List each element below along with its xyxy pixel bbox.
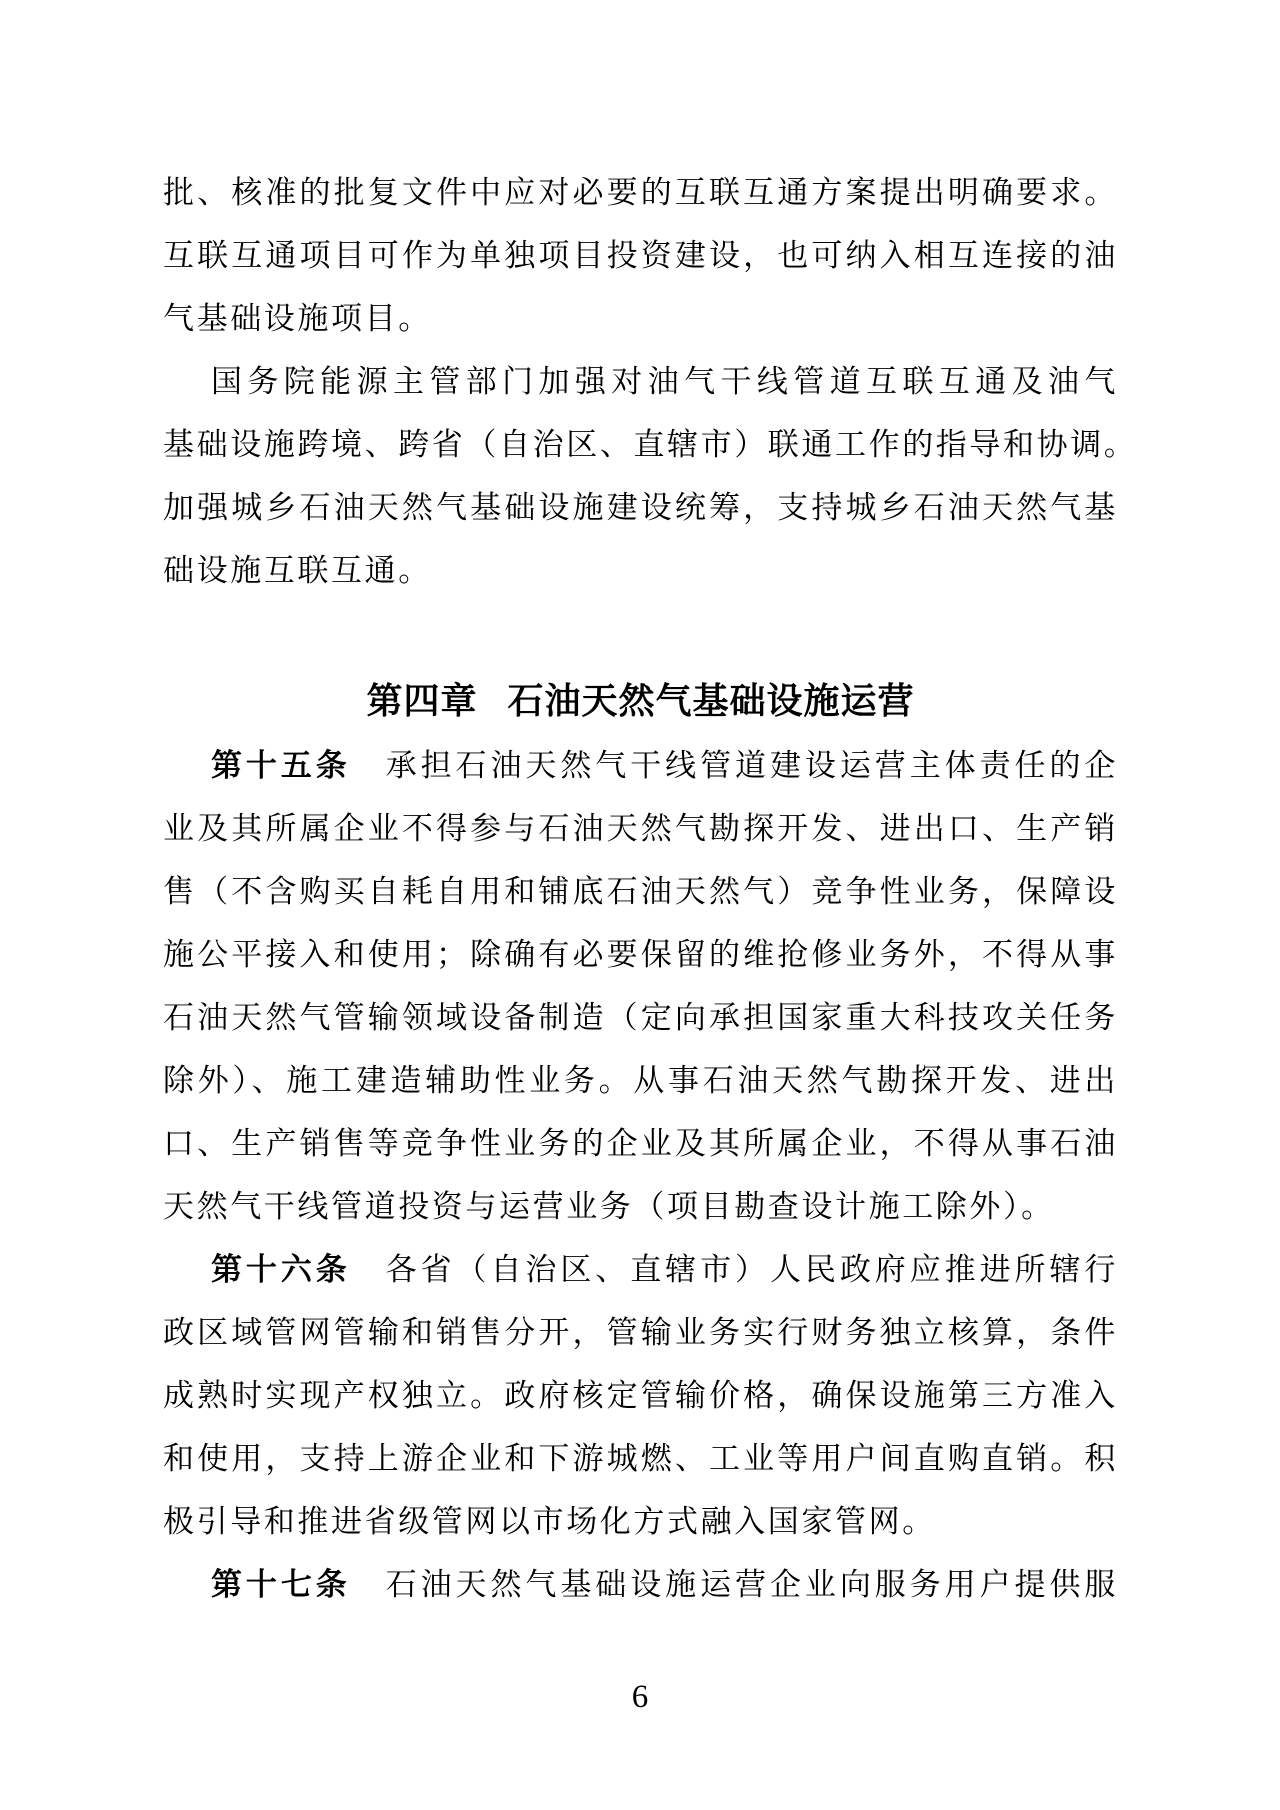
text-line (163, 1553, 1118, 1616)
chapter-number: 第四章 (366, 680, 478, 721)
line-text: 天然气干线管道投资与运营业务（项目勘查设计施工除外）。 (163, 1189, 1055, 1224)
line-text: 石油天然气管输领域设备制造（定向承担国家重大科技攻关任务 (163, 1000, 1118, 1035)
line-text: 批、核准的批复文件中应对必要的互联互通方案提出明确要求。 (163, 175, 1118, 210)
line-text: 和使用，支持上游企业和下游城燃、工业等用户间直购直销。积 (163, 1441, 1118, 1476)
text-line (163, 161, 1118, 224)
line-text: 加强城乡石油天然气基础设施建设统筹，支持城乡石油天然气基 (163, 490, 1118, 525)
line-text: 极引导和推进省级管网以市场化方式融入国家管网。 (163, 1504, 936, 1539)
text-line (163, 797, 1118, 860)
line-text: 施公平接入和使用；除确有必要保留的维抢修业务外，不得从事 (163, 937, 1118, 972)
text-line (163, 860, 1118, 923)
text-line (163, 734, 1118, 797)
line-text: 气基础设施项目。 (163, 301, 432, 336)
line-text: 除外）、施工建造辅助性业务。从事石油天然气勘探开发、进出 (163, 1063, 1118, 1098)
text-line (163, 539, 1118, 602)
line-text: 国务院能源主管部门加强对油气干线管道互联互通及油气 (211, 364, 1118, 399)
line-text: 础设施互联互通。 (163, 553, 432, 588)
text-line (163, 923, 1118, 986)
line-text: 口、生产销售等竞争性业务的企业及其所属企业，不得从事石油 (163, 1126, 1118, 1161)
line-text: 业及其所属企业不得参与石油天然气勘探开发、进出口、生产销 (163, 811, 1118, 846)
document-body (163, 161, 1138, 1616)
text-line (163, 476, 1118, 539)
text-line (163, 1238, 1118, 1301)
text-line (163, 413, 1138, 476)
text-line (163, 1301, 1118, 1364)
chapter-title: 石油天然气基础设施运营 (507, 680, 915, 721)
article-number: 第十七条 (211, 1567, 351, 1602)
text-line (163, 1427, 1118, 1490)
text-line (163, 1112, 1118, 1175)
line-text: 石油天然气基础设施运营企业向服务用户提供服 (350, 1567, 1118, 1602)
line-text: 互联互通项目可作为单独项目投资建设，也可纳入相互连接的油 (163, 238, 1118, 273)
text-line (163, 1364, 1118, 1427)
text-line (163, 350, 1118, 413)
line-text: 各省（自治区、直辖市）人民政府应推进所辖行 (350, 1252, 1118, 1287)
page-number: 6 (631, 1679, 649, 1715)
line-text: 成熟时实现产权独立。政府核定管输价格，确保设施第三方准入 (163, 1378, 1118, 1413)
article-number: 第十六条 (211, 1252, 351, 1287)
line-text: 政区域管网管输和销售分开，管输业务实行财务独立核算，条件 (163, 1315, 1118, 1350)
line-text: 售（不含购买自耗自用和铺底石油天然气）竞争性业务，保障设 (163, 874, 1118, 909)
chapter-heading (163, 669, 1118, 732)
text-line (163, 1049, 1118, 1112)
article-number: 第十五条 (211, 748, 351, 783)
text-line (163, 986, 1118, 1049)
text-line (163, 224, 1118, 287)
text-line (163, 1490, 1118, 1553)
text-line (163, 287, 1118, 350)
text-line (163, 1175, 1118, 1238)
line-text: 基础设施跨境、跨省（自治区、直辖市）联通工作的指导和协调。 (163, 427, 1138, 462)
line-text: 承担石油天然气干线管道建设运营主体责任的企 (350, 748, 1118, 783)
